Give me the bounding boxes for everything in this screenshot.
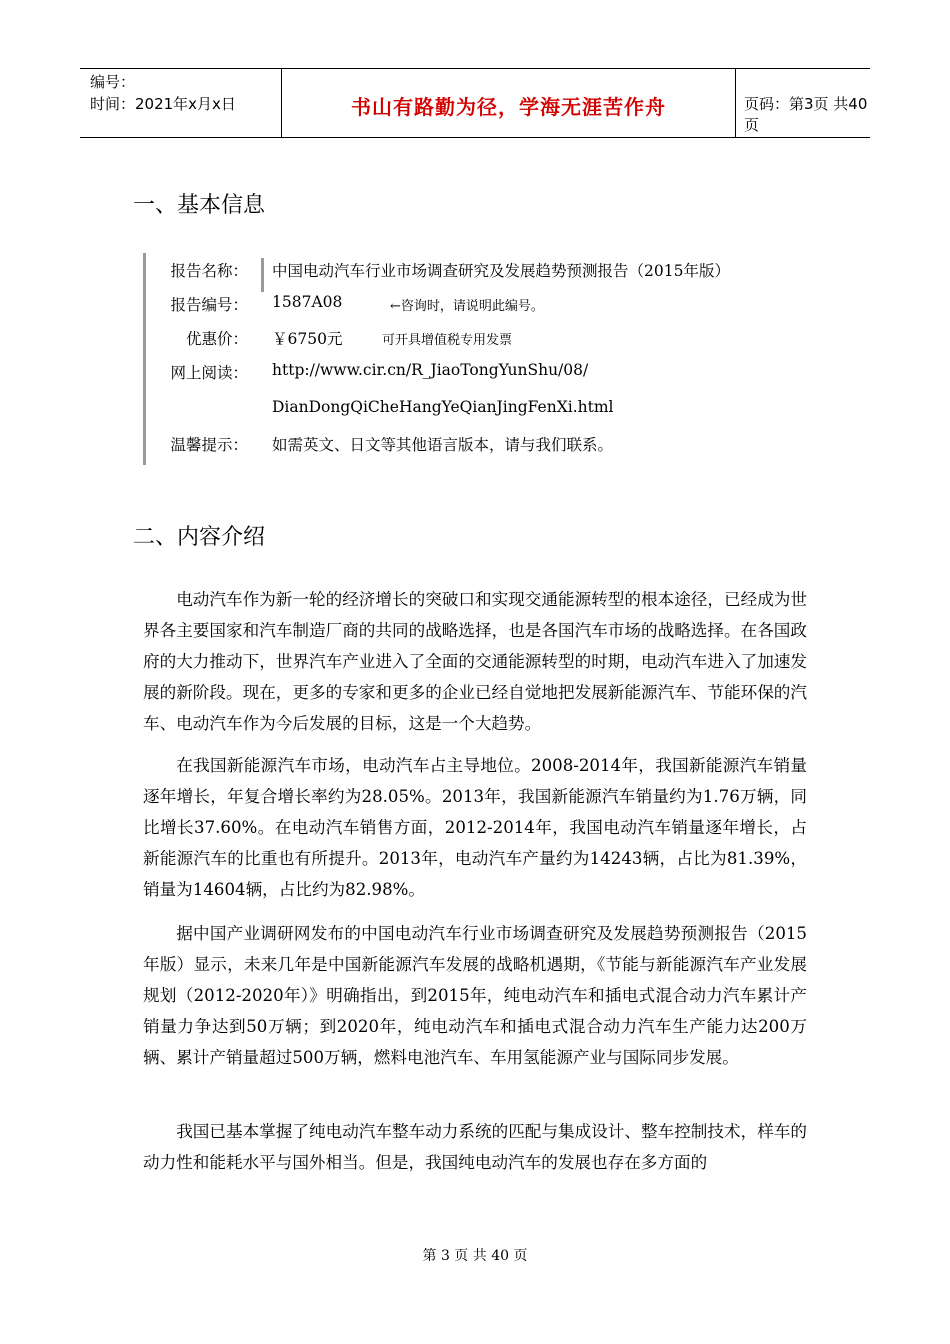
paragraph-1: 电动汽车作为新一轮的经济增长的突破口和实现交通能源转型的根本途径，已经成为世界各主要国家和汽车制造厂商的共同的战略选择，也是各国汽车市场的战略选择。在各国政府的大力推动下，世界汽车产业进入了全面的交通能源转型的时期，电动汽车进入了加速发展的新阶段。现在，更多的专家和更多的企业已经自觉地把发展新能源汽车、节能环保的汽车、电动汽车作为今后发展的目标，这是一个大趋势。	[143, 590, 807, 733]
number-label: 编号：	[90, 73, 136, 91]
value-divider	[261, 258, 264, 292]
report-name-value: 中国电动汽车行业市场调查研究及发展趋势预测报告（2015年版）	[272, 262, 730, 280]
time-label: 时间：2021年x月x日	[90, 95, 236, 113]
online-url-line1[interactable]: http://www.cir.cn/R_JiaoTongYunShu/08/	[272, 361, 589, 379]
paragraph-4: 我国已基本掌握了纯电动汽车整车动力系统的匹配与集成设计、整车控制技术，样车的动力性和能耗水平与国外相当。但是，我国纯电动汽车的发展也存在多方面的	[143, 1122, 807, 1172]
header-table	[80, 68, 870, 138]
motto: 书山有路勤为径，学海无涯苦作舟	[351, 95, 666, 119]
report-code-note: ←咨询时，请说明此编号。	[390, 299, 544, 314]
invoice-note: 可开具增值税专用发票	[382, 333, 513, 348]
paragraph-2: 在我国新能源汽车市场，电动汽车占主导地位。2008-2014年，我国新能源汽车销量逐年增长，年复合增长率约为28.05%。2013年，我国新能源汽车销量约为1.76万辆，同比增长37.60%。在电动汽车销售方面，2012-2014年，我国电动汽车销量逐年增长，占新能源汽车的比重也有所提升。2013年，电动汽车产量约为14243辆，占比为81.39%，销量为14604辆，占比约为82.98%。	[143, 756, 807, 899]
basic-info-block	[143, 253, 806, 465]
header-meta	[90, 71, 280, 115]
report-code-value: 1587A08	[272, 293, 343, 311]
header-motto-cell	[281, 69, 736, 137]
online-url-line2[interactable]: DianDongQiCheHangYeQianJingFenXi.html	[272, 398, 614, 416]
tip-label: 温馨提示：	[170, 436, 248, 454]
report-code-label: 报告编号：	[170, 296, 248, 314]
paragraph-3: 据中国产业调研网发布的中国电动汽车行业市场调查研究及发展趋势预测报告（2015年版）显示，未来几年是中国新能源汽车发展的战略机遇期，《节能与新能源汽车产业发展规划（2012-2020年）》明确指出，到2015年，纯电动汽车和插电式混合动力汽车累计产销量力争达到50万辆；到2020年，纯电动汽车和插电式混合动力汽车生产能力达200万辆、累计产销量超过500万辆，燃料电池汽车、车用氢能源产业与国际同步发展。	[143, 924, 807, 1067]
report-name-label: 报告名称：	[170, 262, 248, 280]
section-title-basic-info: 一、基本信息	[133, 193, 266, 218]
price-label: 优惠价：	[185, 330, 248, 348]
online-label: 网上阅读：	[170, 364, 248, 382]
tip-value: 如需英文、日文等其他语言版本，请与我们联系。	[272, 436, 614, 454]
price-value: ￥6750元	[272, 330, 343, 348]
section-title-content-intro: 二、内容介绍	[133, 525, 266, 550]
header-page-info: 页码：第3页 共40页	[744, 95, 868, 134]
page-footer: 第 3 页 共 40 页	[422, 1248, 528, 1264]
